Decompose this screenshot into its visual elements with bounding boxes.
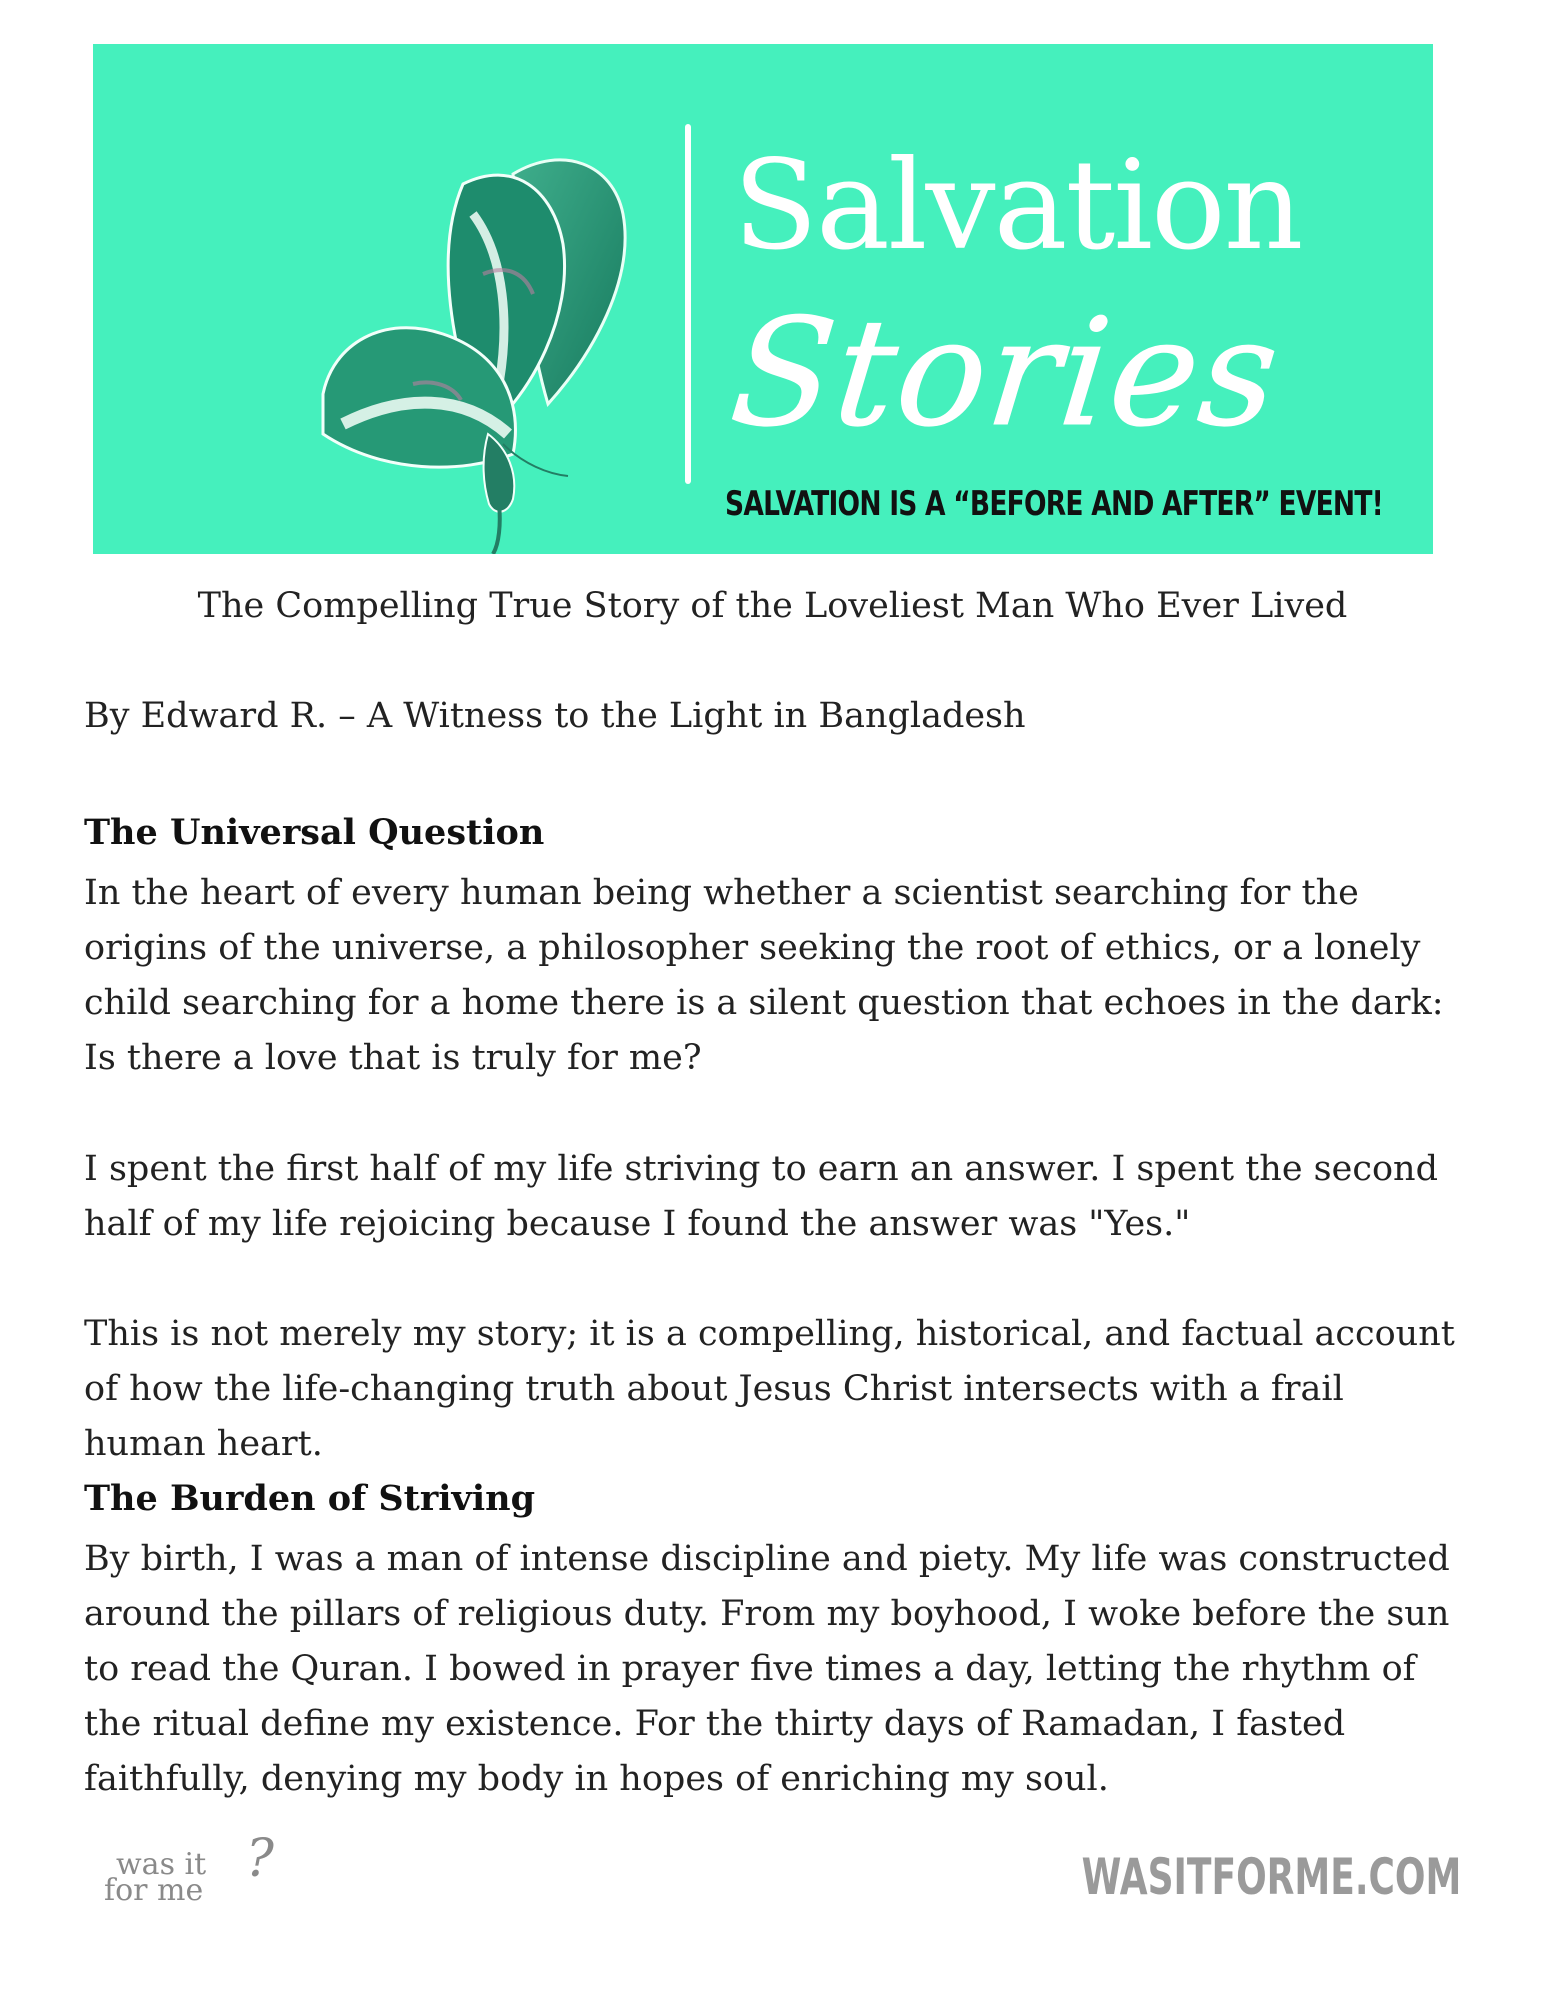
banner-title-stories: Stories [723, 287, 1288, 459]
header-banner [93, 44, 1433, 554]
paragraph: I spent the first half of my life striving to earn an answer. I spent the second half of my life rejoicing because I found the answer was "Yes." [84, 1149, 1438, 1244]
paragraph: In the heart of every human being whether a scientist searching for the origins of the universe, a philosopher seeking the root of ethics, or a lonely child searching for a home there is a silent question that echoes in the dark: Is there a love that is truly for me? [84, 873, 1444, 1078]
banner-divider [685, 124, 691, 484]
banner-tagline: SALVATION IS A “BEFORE AND AFTER” EVENT! [725, 484, 1383, 524]
paragraph: By birth, I was a man of intense discipline and piety. My life was constructed around the pillars of religious duty. From my boyhood, I woke before the sun to read the Quran. I bowed in prayer five times a day, letting the rhythm of the ritual define my existence. For the thirty days of Ramadan, I fasted faithfully, denying my body in hopes of enriching my soul. [84, 1539, 1450, 1799]
section-heading-burden-of-striving: The Burden of Striving [84, 1478, 536, 1519]
section-heading-universal-question: The Universal Question [84, 812, 545, 853]
footer-logo-line2: for me [104, 1873, 204, 1908]
footer-url[interactable]: WASITFORME.COM [1081, 1848, 1461, 1906]
footer-logo-line1: was it [116, 1847, 207, 1882]
footer-logo-mark: ? [246, 1829, 274, 1889]
footer-logo [104, 1829, 274, 1908]
paragraph: This is not merely my story; it is a compelling, historical, and factual account of how the life-changing truth about Jesus Christ intersects with a frail human heart. [84, 1314, 1455, 1464]
banner-title-salvation: Salvation [733, 134, 1302, 278]
author-byline: By Edward R. – A Witness to the Light in Bangladesh [84, 696, 1026, 736]
butterfly-icon [263, 104, 743, 554]
page-subtitle: The Compelling True Story of the Loveliest Man Who Ever Lived [197, 586, 1348, 626]
